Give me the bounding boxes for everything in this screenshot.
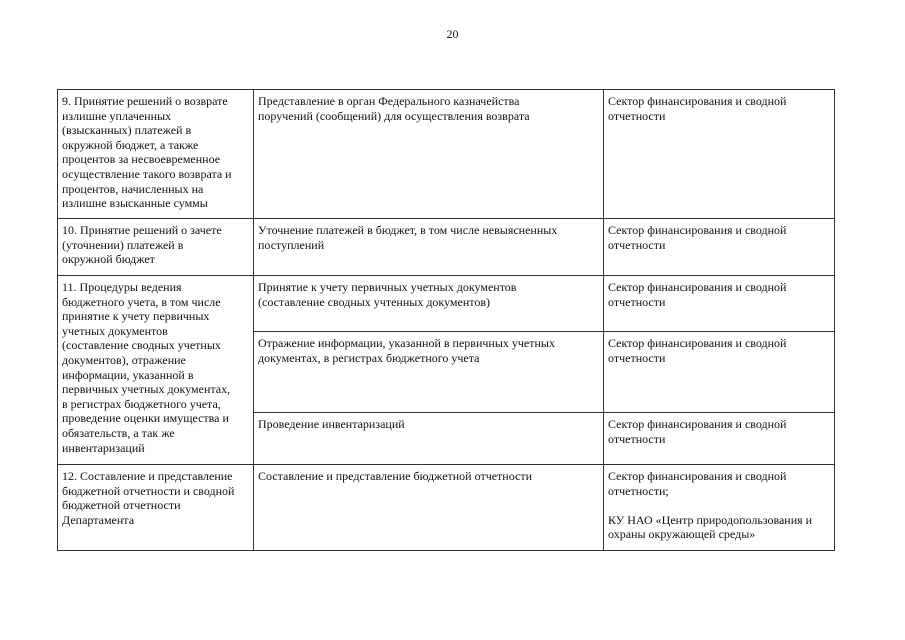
action-cell: Представление в орган Федерального казначейства поручений (сообщений) для осуществления возврата <box>254 90 604 219</box>
procedure-cell: 12. Составление и представление бюджетной отчетности и сводной бюджетной отчетности Департамента <box>58 465 254 551</box>
action-cell: Уточнение платежей в бюджет, в том числе невыясненных поступлений <box>254 219 604 276</box>
responsible-cell: Сектор финансирования и сводной отчетности; КУ НАО «Центр природопользования и охраны окружающей среды» <box>604 465 835 551</box>
action-cell: Проведение инвентаризаций <box>254 413 604 465</box>
procedures-table <box>57 89 835 551</box>
procedure-cell: 11. Процедуры ведения бюджетного учета, в том числе принятие к учету первичных учетных документов (составление сводных учетных документов), отражение информации, указанной в первичных учетных документах, в регистрах бюджетного учета, проведение оценки имущества и обязательств, а так же инвентаризаций <box>58 276 254 465</box>
action-cell: Принятие к учету первичных учетных документов (составление сводных учтенных документов) <box>254 276 604 332</box>
page-number: 20 <box>446 27 459 41</box>
procedure-cell: 9. Принятие решений о возврате излишне уплаченных (взысканных) платежей в окружной бюджет, а также процентов за несвоевременное осуществление такого возврата и процентов, начисленных на излишне взысканные суммы <box>58 90 254 219</box>
responsible-cell: Сектор финансирования и сводной отчетности <box>604 276 835 332</box>
table-row <box>58 465 835 551</box>
responsible-cell: Сектор финансирования и сводной отчетности <box>604 219 835 276</box>
responsible-cell: Сектор финансирования и сводной отчетности <box>604 332 835 413</box>
action-cell: Отражение информации, указанной в первичных учетных документах, в регистрах бюджетного учета <box>254 332 604 413</box>
table-row <box>58 219 835 276</box>
table-row <box>58 90 835 219</box>
action-cell: Составление и представление бюджетной отчетности <box>254 465 604 551</box>
responsible-cell: Сектор финансирования и сводной отчетности <box>604 413 835 465</box>
table-row <box>58 276 835 332</box>
procedure-cell: 10. Принятие решений о зачете (уточнении) платежей в окружной бюджет <box>58 219 254 276</box>
responsible-cell: Сектор финансирования и сводной отчетности <box>604 90 835 219</box>
